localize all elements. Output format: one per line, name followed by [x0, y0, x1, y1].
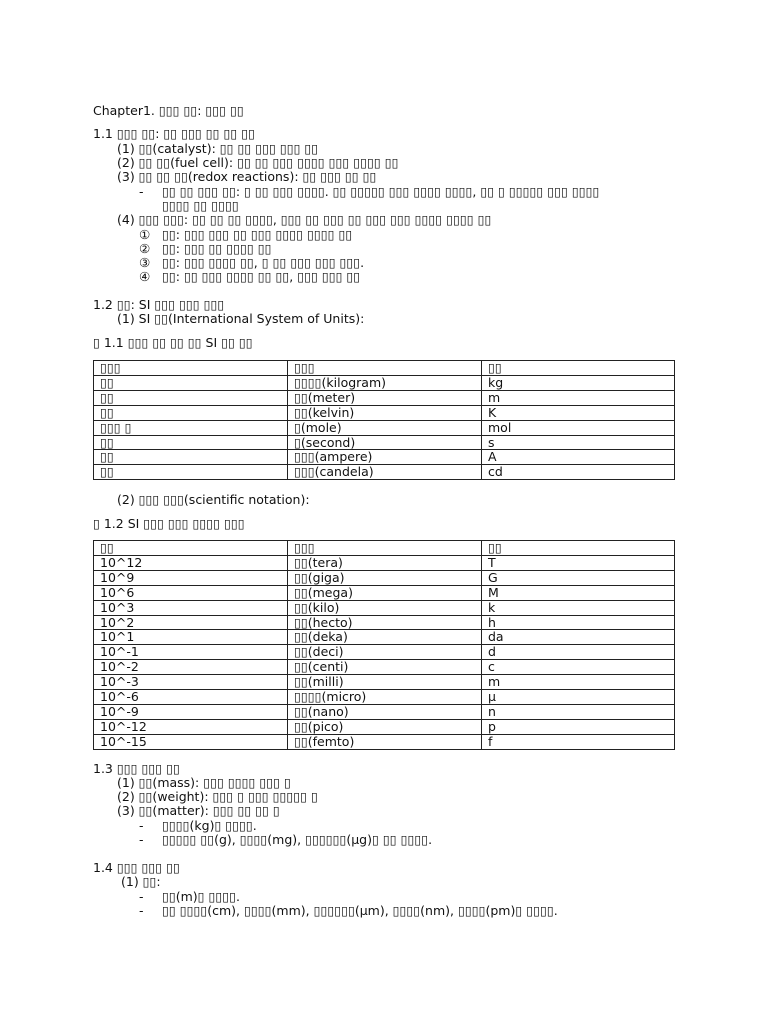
step-mark-4: ④	[139, 269, 151, 284]
table-row	[94, 405, 675, 420]
table-cell: 10^-1	[94, 645, 288, 660]
s1-item-4: (4) ▯▯▯ ▯▯▯: ▯▯ ▯▯ ▯▯ ▯▯▯▯, ▯▯▯ ▯▯ ▯▯▯ ▯▯ ▯▯▯ ▯▯▯ ▯▯▯▯ ▯▯▯▯ ▯▯	[117, 212, 492, 227]
table-header-cell: ▯▯▯	[288, 361, 482, 376]
table-cell: 10^-15	[94, 734, 288, 749]
table-row	[94, 600, 675, 615]
table-1-caption: ▯ 1.1 ▯▯▯ ▯▯ ▯▯ ▯▯ SI ▯▯ ▯▯	[93, 335, 253, 350]
s1-item-3-sub-line-1: ▯▯ ▯▯ ▯▯▯ ▯▯: ▯ ▯▯ ▯▯▯ ▯▯▯▯. ▯▯ ▯▯▯▯▯ ▯▯▯ ▯▯▯▯ ▯▯▯▯, ▯▯ ▯ ▯▯▯▯▯ ▯▯▯ ▯▯▯▯	[162, 184, 600, 199]
table-row	[94, 690, 675, 705]
bullet-dash: -	[139, 184, 144, 199]
table-cell: ▯▯(giga)	[288, 570, 482, 585]
table-header-row	[94, 541, 675, 556]
s2-item-2: (2) ▯▯▯ ▯▯▯(scientific notation):	[117, 492, 310, 507]
table-cell: ▯▯▯▯(kilogram)	[288, 375, 482, 390]
table-header-cell: ▯▯	[482, 361, 675, 376]
table-cell: h	[482, 615, 675, 630]
table-cell: G	[482, 570, 675, 585]
si-base-units-table	[93, 360, 675, 480]
s3-bullet-2: ▯▯▯▯▯ ▯▯(g), ▯▯▯▯(mg), ▯▯▯▯▯▯(μg)▯ ▯▯ ▯▯▯▯.	[162, 832, 433, 847]
table-2-caption: ▯ 1.2 SI ▯▯▯ ▯▯▯ ▯▯▯▯ ▯▯▯	[93, 516, 245, 531]
section-1-4-heading: 1.4 ▯▯▯ ▯▯▯ ▯▯	[93, 860, 180, 875]
si-prefixes-table	[93, 540, 675, 750]
table-cell: k	[482, 600, 675, 615]
table-cell: ▯▯(mega)	[288, 585, 482, 600]
s3-item-1: (1) ▯▯(mass): ▯▯▯ ▯▯▯▯ ▯▯▯ ▯	[117, 775, 291, 790]
table-row	[94, 465, 675, 480]
table-cell: kg	[482, 375, 675, 390]
s1-item-1: (1) ▯▯(catalyst): ▯▯ ▯▯ ▯▯▯ ▯▯▯ ▯▯	[117, 141, 319, 156]
table-row	[94, 734, 675, 749]
table-cell: ▯▯(hecto)	[288, 615, 482, 630]
section-1-2-heading: 1.2 ▯▯: SI ▯▯▯ ▯▯▯ ▯▯▯	[93, 297, 225, 312]
step-text-1: ▯▯: ▯▯▯ ▯▯▯ ▯▯ ▯▯▯ ▯▯▯▯ ▯▯▯▯ ▯▯	[162, 227, 353, 242]
table-cell: c	[482, 660, 675, 675]
table-cell: ▯▯▯ ▯	[94, 420, 288, 435]
s1-item-2: (2) ▯▯ ▯▯(fuel cell): ▯▯ ▯▯ ▯▯▯ ▯▯▯▯ ▯▯▯ ▯▯▯▯ ▯▯	[117, 155, 399, 170]
table-cell: ▯(mole)	[288, 420, 482, 435]
s1-item-3: (3) ▯▯ ▯▯ ▯▯(redox reactions): ▯▯ ▯▯▯ ▯▯ ▯▯	[117, 169, 377, 184]
table-cell: 10^-3	[94, 675, 288, 690]
table-cell: 10^6	[94, 585, 288, 600]
table-cell: 10^-9	[94, 704, 288, 719]
step-text-4: ▯▯: ▯▯ ▯▯▯ ▯▯▯▯ ▯▯ ▯▯, ▯▯▯ ▯▯▯ ▯▯	[162, 269, 361, 284]
s3-bullet-1: ▯▯▯▯(kg)▯ ▯▯▯▯.	[162, 818, 257, 833]
table-row	[94, 450, 675, 465]
s4-bullet-2: ▯▯ ▯▯▯▯(cm), ▯▯▯▯(mm), ▯▯▯▯▯▯(μm), ▯▯▯▯(nm), ▯▯▯▯(pm)▯ ▯▯▯▯.	[162, 903, 558, 918]
table-cell: ▯▯▯(candela)	[288, 465, 482, 480]
table-cell: ▯▯	[94, 450, 288, 465]
step-mark-1: ①	[139, 227, 151, 242]
step-text-3: ▯▯: ▯▯▯ ▯▯▯▯ ▯▯, ▯ ▯▯ ▯▯▯ ▯▯▯ ▯▯▯.	[162, 255, 365, 270]
table-cell: m	[482, 675, 675, 690]
table-cell: M	[482, 585, 675, 600]
table-cell: n	[482, 704, 675, 719]
table-row	[94, 435, 675, 450]
table-header-cell: ▯▯	[94, 541, 288, 556]
bullet-dash: -	[139, 832, 144, 847]
bullet-dash: -	[139, 903, 144, 918]
table-cell: ▯▯(milli)	[288, 675, 482, 690]
table-cell: 10^3	[94, 600, 288, 615]
table-cell: ▯▯(deci)	[288, 645, 482, 660]
bullet-dash: -	[139, 889, 144, 904]
table-cell: 10^-2	[94, 660, 288, 675]
table-cell: ▯(second)	[288, 435, 482, 450]
table-cell: ▯▯(kilo)	[288, 600, 482, 615]
table-cell: ▯▯(pico)	[288, 719, 482, 734]
table-row	[94, 630, 675, 645]
table-cell: ▯▯(tera)	[288, 555, 482, 570]
table-header-cell: ▯▯▯	[288, 541, 482, 556]
table-cell: m	[482, 390, 675, 405]
table-cell: 10^9	[94, 570, 288, 585]
table-row	[94, 390, 675, 405]
step-mark-3: ③	[139, 255, 151, 270]
table-row	[94, 675, 675, 690]
bullet-dash: -	[139, 818, 144, 833]
table-cell: ▯▯(kelvin)	[288, 405, 482, 420]
table-row	[94, 570, 675, 585]
table-cell: ▯▯	[94, 435, 288, 450]
table-cell: d	[482, 645, 675, 660]
table-header-cell: ▯▯	[482, 541, 675, 556]
s3-item-2: (2) ▯▯(weight): ▯▯▯ ▯ ▯▯▯ ▯▯▯▯▯ ▯	[117, 789, 318, 804]
table-cell: ▯▯(femto)	[288, 734, 482, 749]
table-cell: ▯▯	[94, 405, 288, 420]
table-cell: s	[482, 435, 675, 450]
table-cell: cd	[482, 465, 675, 480]
table-row	[94, 704, 675, 719]
s4-item-1: (1) ▯▯:	[121, 874, 161, 889]
table-cell: T	[482, 555, 675, 570]
table-cell: μ	[482, 690, 675, 705]
table-row	[94, 719, 675, 734]
step-text-2: ▯▯: ▯▯▯ ▯▯ ▯▯▯▯ ▯▯	[162, 241, 272, 256]
table-row	[94, 420, 675, 435]
table-header-cell: ▯▯▯	[94, 361, 288, 376]
table-row	[94, 660, 675, 675]
table-cell: A	[482, 450, 675, 465]
s1-item-3-sub-line-2: ▯▯▯▯ ▯▯ ▯▯▯▯	[162, 198, 239, 213]
table-row	[94, 615, 675, 630]
table-row	[94, 585, 675, 600]
table-cell: ▯▯(nano)	[288, 704, 482, 719]
table-cell: p	[482, 719, 675, 734]
table-cell: 10^-6	[94, 690, 288, 705]
table-header-row	[94, 361, 675, 376]
section-1-1-heading: 1.1 ▯▯▯ ▯▯: ▯▯ ▯▯▯ ▯▯ ▯▯ ▯▯	[93, 126, 255, 141]
table-cell: mol	[482, 420, 675, 435]
table-cell: ▯▯	[94, 465, 288, 480]
table-cell: 10^1	[94, 630, 288, 645]
s4-bullet-1: ▯▯(m)▯ ▯▯▯▯.	[162, 889, 241, 904]
table-cell: ▯▯(centi)	[288, 660, 482, 675]
section-1-3-heading: 1.3 ▯▯▯ ▯▯▯ ▯▯	[93, 761, 180, 776]
table-row	[94, 555, 675, 570]
table-cell: K	[482, 405, 675, 420]
table-cell: ▯▯▯▯(micro)	[288, 690, 482, 705]
table-cell: 10^2	[94, 615, 288, 630]
table-row	[94, 375, 675, 390]
table-cell: da	[482, 630, 675, 645]
table-cell: ▯▯	[94, 390, 288, 405]
table-cell: 10^-12	[94, 719, 288, 734]
table-cell: ▯▯▯(ampere)	[288, 450, 482, 465]
s2-item-1: (1) SI ▯▯(International System of Units):	[117, 311, 365, 326]
table-cell: 10^12	[94, 555, 288, 570]
table-row	[94, 645, 675, 660]
table-cell: f	[482, 734, 675, 749]
table-cell: ▯▯	[94, 375, 288, 390]
s3-item-3: (3) ▯▯(matter): ▯▯▯ ▯▯ ▯▯ ▯	[117, 803, 280, 818]
step-mark-2: ②	[139, 241, 151, 256]
chapter-title: Chapter1. ▯▯▯ ▯▯: ▯▯▯ ▯▯	[93, 103, 244, 118]
table-cell: ▯▯(deka)	[288, 630, 482, 645]
table-cell: ▯▯(meter)	[288, 390, 482, 405]
